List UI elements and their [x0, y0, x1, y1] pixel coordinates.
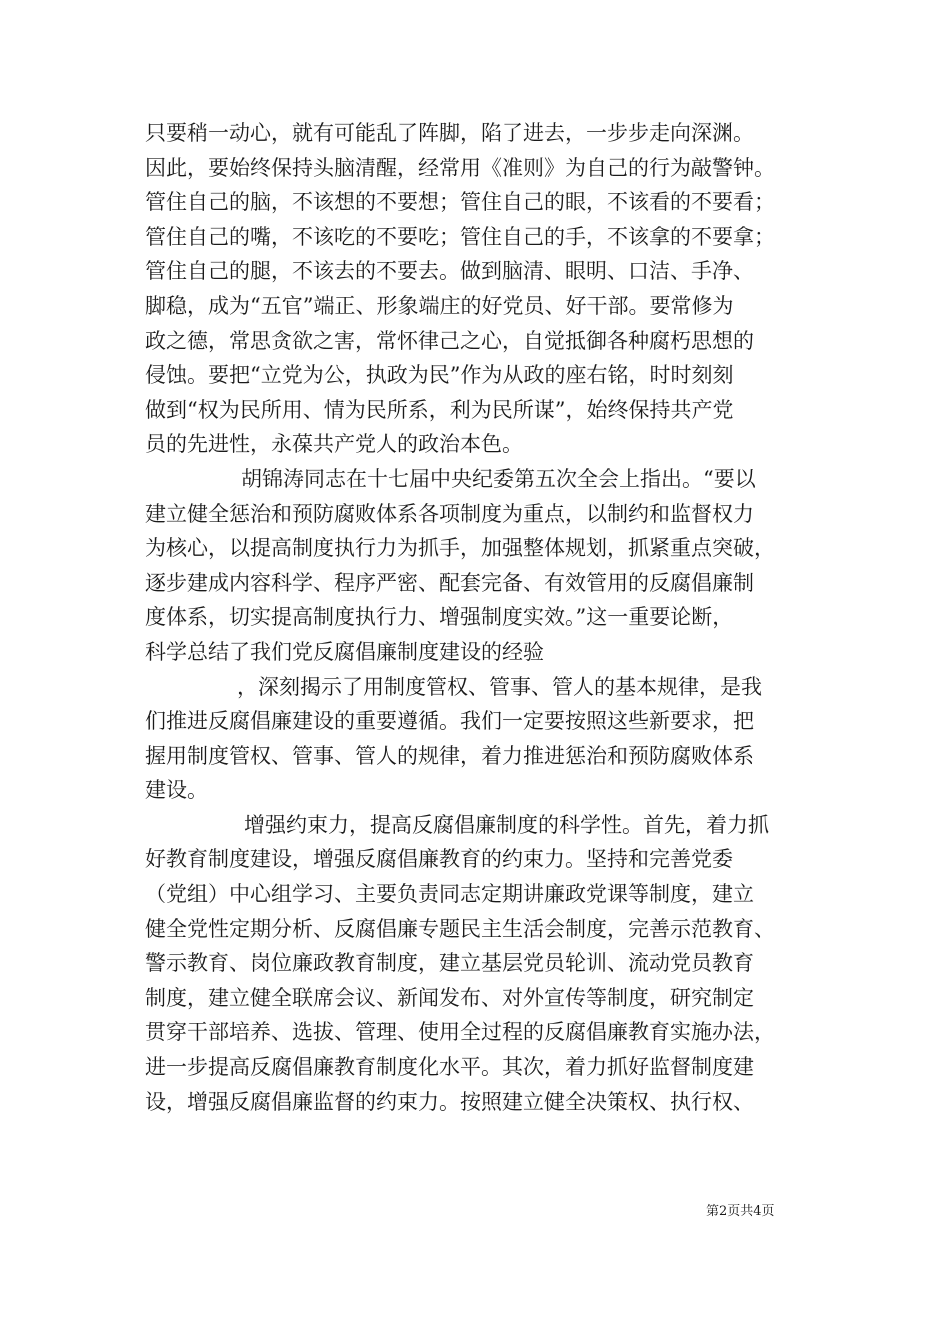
text-line: 贯穿干部培养、选拔、管理、使用全过程的反腐倡廉教育实施办法， [145, 1020, 775, 1045]
paragraph-start-line: ，深刻揭示了用制度管权、管事、管人的基本规律，是我 [237, 674, 762, 699]
page-number-footer: 第2页共4页 [706, 1204, 775, 1219]
text-line: 健全党性定期分析、反腐倡廉专题民主生活会制度，完善示范教育、 [145, 916, 775, 941]
text-line: 们推进反腐倡廉建设的重要遵循。我们一定要按照这些新要求，把 [145, 709, 754, 734]
paragraph-start-line: 增强约束力，提高反腐倡廉制度的科学性。首先，着力抓 [244, 812, 769, 837]
text-line: 员的先进性，永葆共产党人的政治本色。 [145, 432, 523, 457]
text-line: 做到“权为民所用、情为民所系，利为民所谋”，始终保持共产党 [145, 397, 734, 422]
text-line: 逐步建成内容科学、程序严密、配套完备、有效管用的反腐倡廉制 [145, 570, 754, 595]
text-line: 设，增强反腐倡廉监督的约束力。按照建立健全决策权、执行权、 [145, 1089, 754, 1114]
text-line: 制度，建立健全联席会议、新闻发布、对外宣传等制度，研究制定 [145, 985, 754, 1010]
text-line: 因此，要始终保持头脑清醒，经常用《准则》为自己的行为敲警钟。 [145, 155, 775, 180]
text-line: 科学总结了我们党反腐倡廉制度建设的经验 [145, 639, 544, 664]
document-body [145, 116, 825, 1119]
text-line: 脚稳，成为“五官”端正、形象端庄的好党员、好干部。要常修为 [145, 293, 734, 318]
text-line: 建设。 [145, 778, 208, 803]
text-line: 管住自己的嘴，不该吃的不要吃；管住自己的手，不该拿的不要拿； [145, 224, 775, 249]
text-line: 管住自己的脑，不该想的不要想；管住自己的眼，不该看的不要看； [145, 190, 775, 215]
text-line: 进一步提高反腐倡廉教育制度化水平。其次，着力抓好监督制度建 [145, 1055, 754, 1080]
text-line: 握用制度管权、管事、管人的规律，着力推进惩治和预防腐败体系 [145, 743, 754, 768]
text-line: 只要稍一动心，就有可能乱了阵脚，陷了进去，一步步走向深渊。 [145, 121, 754, 145]
text-line: （党组）中心组学习、主要负责同志定期讲廉政党课等制度，建立 [145, 882, 754, 907]
text-line: 侵蚀。要把“立党为公，执政为民”作为从政的座右铭，时时刻刻 [145, 363, 734, 388]
text-line: 为核心，以提高制度执行力为抓手，加强整体规划，抓紧重点突破， [145, 536, 775, 561]
text-line: 管住自己的腿，不该去的不要去。做到脑清、眼明、口洁、手净、 [145, 259, 754, 284]
text-line: 建立健全惩治和预防腐败体系各项制度为重点，以制约和监督权力 [145, 501, 754, 526]
text-line: 度体系，切实提高制度执行力、增强制度实效。”这一重要论断， [145, 605, 734, 630]
paragraph-start-line: 胡锦涛同志在十七届中央纪委第五次全会上指出。“要以 [241, 466, 756, 491]
text-line: 警示教育、岗位廉政教育制度，建立基层党员轮训、流动党员教育 [145, 951, 754, 976]
text-line: 政之德，常思贪欲之害，常怀律己之心，自觉抵御各种腐朽思想的 [145, 328, 754, 353]
text-line: 好教育制度建设，增强反腐倡廉教育的约束力。坚持和完善党委 [145, 847, 733, 872]
